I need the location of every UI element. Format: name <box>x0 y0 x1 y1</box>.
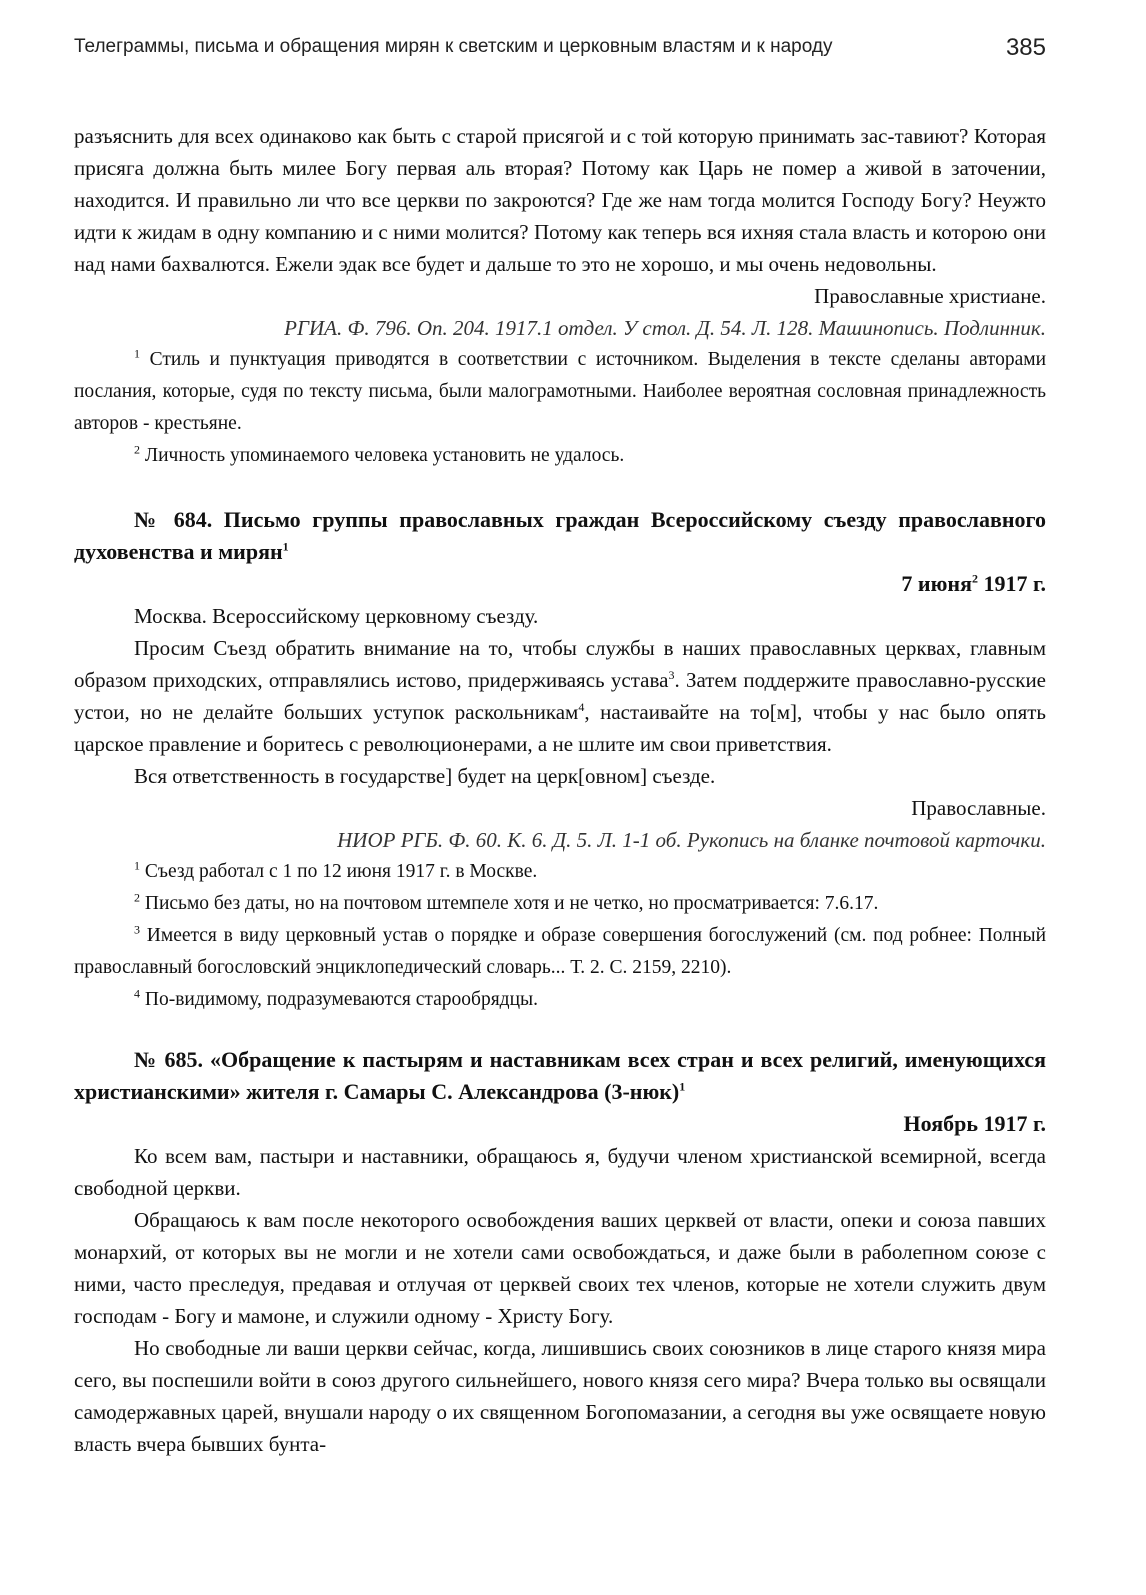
footnote: $^3$ Имеется в виду церковный устав о порядке и образе совершения богослужений (см. под робнее: Полный православный богословский энциклопедический словарь... Т. 2. С. 2159, 2210). <box>74 922 1047 978</box>
footnote: $^1$ Стиль и пунктуация приводятся в соответствии с источником. Выделения в тексте сделаны авторами послания, которые, судя по тексту письма, были малограмотными. Наиболее вероятная сословная принадлежность авторов - крестьяне. <box>74 346 1047 434</box>
footnote: $^1$ Съезд работал с 1 по 12 июня 1917 г. в Москве. <box>134 858 538 882</box>
paragraph: Просим Съезд обратить внимание на то, чтобы службы в наших православных церквах, главным образом приходских, отправлялись истово, придерживаясь устава$^3$. Затем поддержите православно-русские устои, но не делайте больших уступок раскольникам$^4$, настаивайте на то[м], чтобы у нас было опять царское правление и боритесь с революционерами, а не шлите им свои приветствия. <box>74 636 1047 756</box>
document-date: Ноябрь 1917 г. <box>903 1111 1046 1136</box>
signature: Православные христиане. <box>814 284 1046 308</box>
running-title: Телеграммы, письма и обращения мирян к светским и церковным властям и к народу <box>74 36 833 57</box>
paragraph: Вся ответственность в государстве] будет на церк[овном] съезде. <box>134 764 716 788</box>
signature: Православные. <box>911 796 1046 820</box>
footnote: $^2$ Личность упоминаемого человека установить не удалось. <box>134 442 625 466</box>
document-685-heading: № 685. «Обращение к пастырям и наставникам всех стран и всех религий, именующихся христианскими» жителя г. Самары С. Александрова $(3-нюк)^1$ <box>74 1047 1046 1104</box>
document-683-text: разъяснить для всех одинаково как быть с старой присягой и с той которую принимать зас-тавиют? Которая присяга должна быть милее Богу первая аль вторая? Потому как Царь не помер а живой в заточении, находится. И правильно ли что все церкви по закроются? Где же нам тогда молится Господу Богу? Неужто идти к жидам в одну компанию и с ними молится? Потому как теперь вся ихняя стала власть и которою они над нами бахвалются. Ежели эдак все будет и дальше то это не хорошо, и мы очень недовольны. <box>74 124 1046 276</box>
footnote: $^4$ По-видимому, подразумеваются старообрядцы. <box>134 986 539 1010</box>
paragraph: Но свободные ли ваши церкви сейчас, когда, лишившись своих союзников в лице старого князя мира сего, вы поспешили войти в союз другого сильнейшего, нового князя сего мира? Вчера только вы освящали самодержавных царей, внушали народу о их священном Богопомазании, а сегодня вы уже освящаете новую власть вчера бывших бунта- <box>74 1336 1046 1456</box>
paragraph: Обращаюсь к вам после некоторого освобождения ваших церквей от власти, опеки и союза павших монархий, от которых вы не могли и не хотели сами освобождаться, и даже были в раболепном союзе с ними, часто преследуя, предавая и отлучая от церквей своих тех членов, которые не хотели служить двум господам - Богу и мамоне, и служили одному - Христу Богу. <box>74 1208 1046 1328</box>
page-number: 385 <box>1005 34 1046 61</box>
address: Москва. Всероссийскому церковному съезду. <box>134 604 539 628</box>
document-date: 7 июня$^2$ 1917 г. <box>901 571 1046 596</box>
paragraph: Ко всем вам, пастыри и наставники, обращаюсь я, будучи членом христианской всемирной, всегда свободной церкви. <box>74 1144 1046 1200</box>
footnote: $^2$ Письмо без даты, но на почтовом штемпеле хотя и не четко, но просматривается: 7.6.17. <box>134 890 879 914</box>
running-header <box>74 34 1046 61</box>
archive-source: РГИА. Ф. 796. Оп. 204. 1917.1 отдел. У стол. Д. 54. Л. 128. Машинопись. Подлинник. <box>284 316 1046 340</box>
archive-source: НИОР РГБ. Ф. 60. К. 6. Д. 5. Л. 1-1 об. Рукопись на бланке почтовой карточки. <box>337 828 1046 852</box>
page-body <box>74 120 1046 1460</box>
document-684-heading: № 684. Письмо группы православных граждан Всероссийскому съезду православного духовенства и мирян$^1$ <box>74 507 1046 564</box>
